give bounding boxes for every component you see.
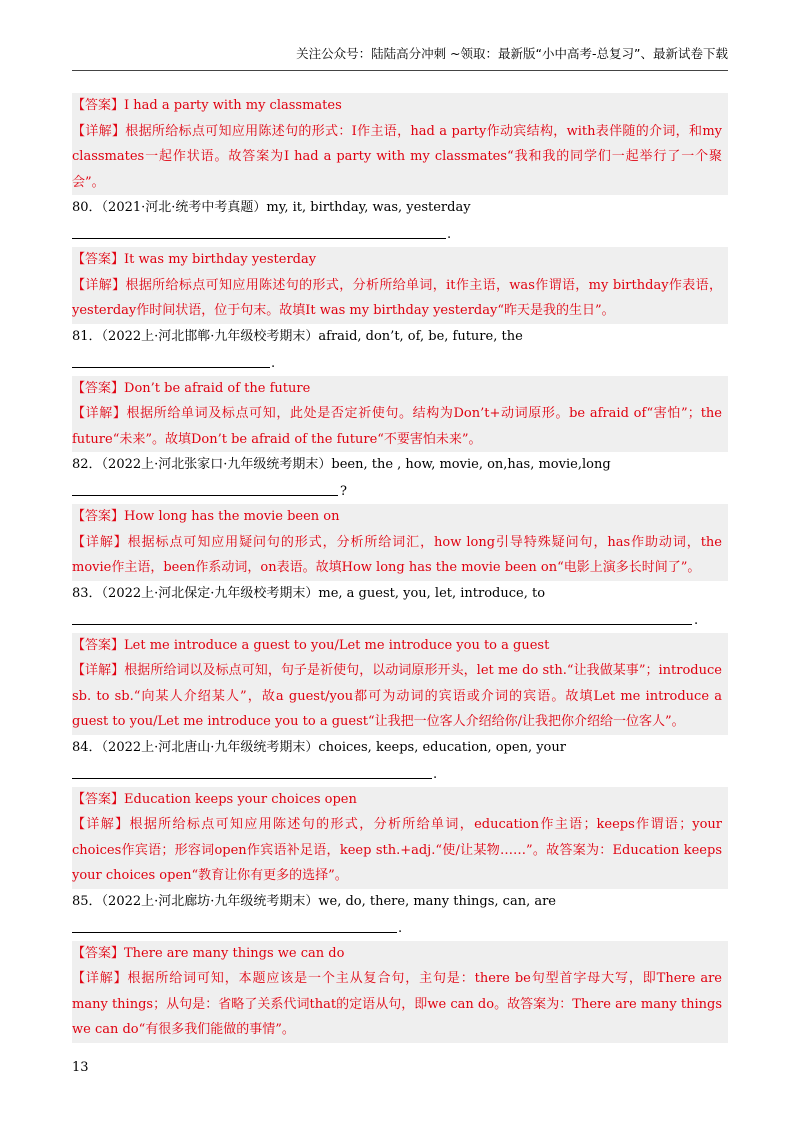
detail-text: 根据所给单词及标点可知，此处是否定祈使句。结构为Don’t+动词原形。be afraid of“害怕”；the future“未来”。故填Don’t be afraid of the future“不要害怕未来”。 (72, 406, 722, 447)
answer-box (72, 247, 728, 324)
answer-blank[interactable] (72, 607, 728, 633)
answer-line (72, 787, 722, 813)
answer-line (72, 941, 722, 967)
answer-label: 【答案】 (72, 509, 125, 524)
detail-text: 根据标点可知应用疑问句的形式，分析所给词汇，how long引导特殊疑问句，has作助动词，the movie作主语，been作系动词，on表语。故填How long has the movie been on“电影上演多长时间了”。 (72, 534, 722, 575)
header-divider (72, 70, 728, 71)
detail-label: 【详解】 (72, 277, 126, 293)
answer-line (72, 633, 722, 659)
blank-underline (72, 238, 446, 239)
blank-underline (72, 932, 397, 933)
answer-text: Don’t be afraid of the future (124, 380, 311, 396)
answer-label: 【答案】 (72, 252, 125, 267)
question-81: 81．（2022上·河北邯郸·九年级校考期末）afraid, don’t, of, be, future, the (72, 328, 523, 344)
detail-text: 根据所给标点可知应用陈述句的形式：I作主语，had a party作动宾结构，with表伴随的介词，和my classmates一起作状语。故答案为I had a party with my classmates“我和我的同学们一起举行了一个聚会”。 (72, 123, 722, 190)
answer-line (72, 504, 722, 530)
detail-line (72, 119, 722, 196)
detail-text: 根据所给标点可知应用陈述句的形式，分析所给单词，it作主语，was作谓语，my birthday作表语，yesterday作时间状语，位于句末。故填It was my birthday yesterday“昨天是我的生日”。 (72, 277, 722, 318)
question-82: 82．（2022上·河北张家口·九年级统考期末）been, the , how, movie, on,has, movie,long (72, 457, 611, 472)
question-80: 80．（2021·河北·统考中考真题）my, it, birthday, was, yesterday (72, 200, 471, 215)
blank-punctuation: . (271, 355, 276, 371)
answer-blank[interactable] (72, 350, 728, 376)
answer-blank[interactable] (72, 915, 728, 941)
answer-box (72, 504, 728, 581)
page-number: 13 (72, 1060, 89, 1075)
blank-punctuation: . (447, 227, 452, 242)
detail-label: 【详解】 (72, 817, 130, 832)
detail-text: 根据所给词可知，本题应该是一个主从复合句，主句是：there be句型首字母大写，即There are many things；从句是：省略了关系代词that的定语从句，即we can do。故答案为：There are many things we can do“有很多我们能做的事情”。 (72, 971, 722, 1037)
answer-text: Let me introduce a guest to you/Let me introduce you to a guest (124, 637, 550, 653)
answer-label: 【答案】 (72, 380, 125, 396)
blank-underline (72, 495, 338, 496)
blank-punctuation: . (398, 920, 403, 936)
detail-line (72, 658, 722, 735)
detail-line (72, 273, 722, 324)
blank-underline (72, 778, 432, 779)
detail-line (72, 966, 722, 1043)
answer-text: There are many things we can do (124, 945, 345, 961)
answer-blank[interactable] (72, 221, 728, 247)
detail-line (72, 530, 722, 581)
answer-label: 【答案】 (72, 791, 125, 807)
answer-text: It was my birthday yesterday (124, 252, 317, 267)
detail-text: 根据所给词以及标点可知，句子是祈使句，以动词原形开头，let me do sth.“让我做某事”；introduce sb. to sb.“向某人介绍某人”，故a guest/you都可为动词的宾语或介词的宾语。故填Let me introduce a guest to you/Let me introduce you to a guest“让我把一位客人介绍给你/让我把你介绍给一位客人”。 (72, 663, 722, 729)
question-83: 83．（2022上·河北保定·九年级校考期末）me, a guest, you, let, introduce, to (72, 585, 546, 601)
blank-punctuation: . (694, 612, 699, 628)
blank-underline (72, 367, 270, 368)
answer-label: 【答案】 (72, 98, 125, 113)
answer-label: 【答案】 (72, 637, 125, 653)
blank-underline (72, 624, 692, 625)
blank-punctuation: . (433, 766, 438, 782)
answer-label: 【答案】 (72, 945, 125, 961)
detail-line (72, 401, 722, 452)
page-header: 关注公众号：陆陆高分冲刺 ~领取：最新版“小中高考-总复习”、最新试卷下载 (296, 46, 728, 61)
answer-box (72, 93, 728, 195)
detail-label: 【详解】 (72, 406, 127, 421)
detail-label: 【详解】 (72, 663, 125, 678)
answer-line (72, 93, 722, 119)
answer-text: Education keeps your choices open (124, 791, 357, 807)
answer-blank[interactable] (72, 761, 728, 787)
answer-box (72, 376, 728, 453)
answer-box (72, 787, 728, 889)
answer-line (72, 247, 722, 273)
answer-box (72, 633, 728, 735)
answer-line (72, 376, 722, 402)
document-body (72, 93, 728, 1043)
answer-box (72, 941, 728, 1043)
detail-label: 【详解】 (72, 971, 128, 986)
detail-label: 【详解】 (72, 534, 128, 550)
detail-text: 根据所给标点可知应用陈述句的形式，分析所给单词，education作主语；keeps作谓语；your choices作宾语；形容词open作宾语补足语，keep sth.+adj.“使/让某物……”。故答案为：Education keeps your choices open“教育让你有更多的选择”。 (72, 817, 722, 883)
answer-text: How long has the movie been on (124, 509, 340, 524)
answer-text: I had a party with my classmates (124, 98, 342, 113)
question-85: 85．（2022上·河北廊坊·九年级统考期末）we, do, there, many things, can, are (72, 893, 556, 909)
blank-punctuation: ? (340, 484, 347, 499)
detail-label: 【详解】 (72, 123, 126, 139)
detail-line (72, 812, 722, 889)
question-84: 84．（2022上·河北唐山·九年级统考期末）choices, keeps, education, open, your (72, 739, 566, 755)
answer-blank[interactable] (72, 478, 728, 504)
